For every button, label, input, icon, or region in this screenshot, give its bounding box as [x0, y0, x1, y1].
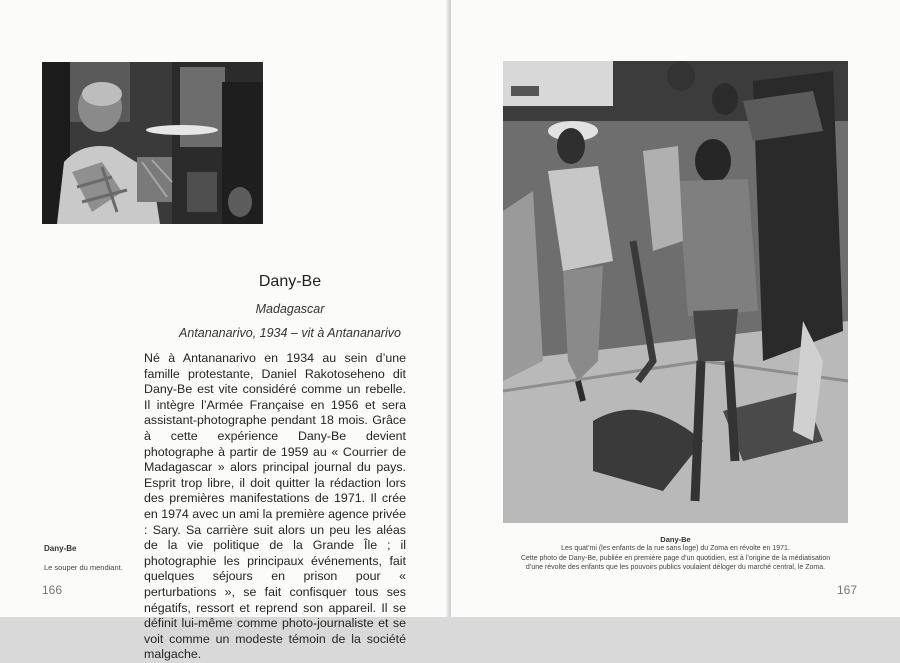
country-subtitle: Madagascar — [255, 302, 325, 316]
biography-paragraph: Né à Antananarivo en 1934 au sein d’une famille protestante, Daniel Rakotoseheno dit Dany-Be est vite considéré comme un rebelle. Il intègre l’Armée Française en 1956 et sera assistant-photographe pendant 18 mois. Grâce à cette expérience Dany-Be devient photographe à partir de 1959 au « Courrier de Madagascar » alors principal journal du pays. Esprit trop libre, il doit quitter la rédaction lors des premières manifestations de 1971. Il crée en 1974 avec un ami la première agence privée : Sary. Sa carrière suit alors un peu les aléas de la vie politique de la Grande Île ; il photographie les principaux événements, fait quelques séjours en prison pour « perturbations », se fait confisquer tous ses négatifs, ressort et reprend son appareil. Il se définit lui-même comme photo-journaliste et se voit comme un modeste témoin de la société malgache. — [144, 351, 406, 662]
beggar-photo — [42, 62, 263, 224]
right-page — [451, 0, 900, 617]
photographer-name-heading: Dany-Be — [258, 273, 322, 290]
photo-caption-line-1: Les quat’mi (les enfants de la rue sans loge) du Zoma en révolte en 1971. — [561, 545, 790, 552]
photo-caption-author: Dany-Be — [660, 535, 691, 544]
photo-caption-line-2: Cette photo de Dany-Be, publiée en première page d’un quotidien, est à l’origine de la médiatisation — [520, 555, 831, 562]
photo-caption-line-3: d’une révolte des enfants que les pouvoirs publics voulaient déloger du marché central, le Zoma. — [525, 564, 826, 571]
page-number-left: 166 — [42, 583, 63, 597]
photo-caption-title: Le souper du mendiant. — [44, 563, 123, 572]
left-page — [0, 0, 449, 662]
photo-caption-author: Dany-Be — [44, 544, 77, 553]
page-number-right: 167 — [837, 583, 858, 597]
children-revolt-photo — [503, 61, 848, 523]
birth-dates-subtitle: Antananarivo, 1934 – vit à Antananarivo — [179, 326, 401, 340]
